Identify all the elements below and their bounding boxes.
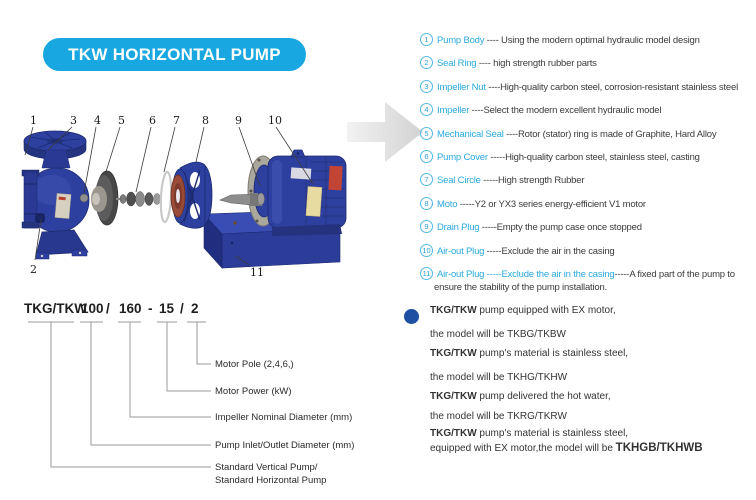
model-code-series: TKG/TKW — [24, 301, 87, 316]
circled-number: 9 — [420, 220, 433, 233]
impeller — [80, 171, 118, 225]
pump-exploded-diagram — [10, 110, 360, 280]
part-description: -----High strength Rubber — [480, 175, 585, 187]
part-name: Seal Ring — [437, 58, 477, 70]
parts-list-item — [420, 56, 756, 70]
part-description: ---- Using the modern optimal hydraulic model design — [484, 35, 700, 46]
model-code-inlet-outlet: 100 — [81, 301, 104, 316]
part-description: ----High-quality carbon steel, corrosion-resistant stainless steel — [485, 81, 738, 93]
label-standard-vertical: Standard Vertical Pump/ — [215, 462, 318, 473]
pump-cover — [171, 162, 212, 228]
part-number-3: 3 — [70, 114, 77, 127]
circled-number: 10 — [420, 244, 433, 257]
parts-list-item — [420, 197, 756, 211]
note-line: the model will be TKBG/TKBW — [430, 329, 566, 340]
part-name: Air-out Plug -----Exclude the air in the casing — [437, 268, 615, 280]
part-name: Seal Circle — [437, 175, 481, 187]
parts-list-item — [420, 127, 756, 141]
circled-number: 5 — [420, 127, 433, 140]
part-description: -----Empty the pump case once stopped — [479, 222, 642, 234]
pump-body — [22, 131, 89, 259]
page-title: TKW HORIZONTAL PUMP — [68, 45, 281, 64]
part-number-7: 7 — [173, 114, 180, 127]
bold-model-code: TKHGB/TKHWB — [615, 442, 703, 454]
part-number-5: 5 — [118, 114, 125, 127]
part-description: -----Y2 or YX3 series energy-efficient V1 motor — [457, 198, 646, 210]
circled-number: 3 — [420, 80, 433, 93]
note-line: the model will be TKHG/TKHW — [430, 372, 568, 383]
part-description: -----A fixed part of the pump to ensure the stability of the pump installation. — [434, 268, 735, 293]
note-line: TKG/TKW pump delivered the hot water, — [430, 391, 611, 402]
parts-list-item — [420, 173, 756, 187]
flow-arrow-icon — [345, 98, 425, 168]
model-variant-notes — [404, 304, 756, 455]
note-line: TKG/TKW pump's material is stainless steel, — [430, 428, 629, 439]
circled-number: 11 — [420, 267, 433, 280]
part-number-11: 11 — [250, 266, 264, 279]
part-name: Mechanical Seal — [437, 128, 504, 140]
part-description: -----Exclude the air in the casing — [484, 245, 615, 257]
model-code-labels — [215, 359, 354, 486]
parts-list-item — [420, 220, 756, 234]
model-code-dash: - — [148, 301, 153, 316]
parts-list-item — [420, 33, 756, 47]
seal-circle — [160, 172, 173, 222]
title-banner — [43, 38, 306, 71]
part-number-10: 10 — [268, 114, 282, 127]
part-name: Drain Plug — [437, 222, 480, 234]
part-number-8: 8 — [202, 114, 209, 127]
part-description: ----Select the modern excellent hydraulic model — [469, 105, 662, 117]
note-line: TKG/TKW pump's material is stainless steel, — [430, 348, 629, 359]
model-code-motor-power: 15 — [159, 301, 175, 316]
circled-number: 8 — [420, 197, 433, 210]
part-name: Air-out Plug — [437, 245, 485, 257]
model-code-slash-2: / — [180, 301, 184, 316]
part-number-9: 9 — [235, 114, 242, 127]
label-impeller-diameter: Impeller Nominal Diameter (mm) — [215, 412, 353, 423]
model-code-segments — [24, 301, 199, 316]
part-description: ----Rotor (stator) ring is made of Graphite, Hard Alloy — [503, 128, 717, 140]
note-lines — [430, 304, 756, 455]
part-name: Pump Body — [437, 35, 485, 46]
note-line: TKG/TKW pump equipped with EX motor, — [430, 305, 616, 316]
label-motor-pole: Motor Pole (2,4,6,) — [215, 359, 294, 370]
part-description: ---- high strength rubber parts — [476, 58, 597, 70]
label-standard-horizontal: Standard Horizontal Pump — [215, 475, 327, 486]
part-description: -----High-quality carbon steel, stainless steel, casting — [487, 151, 700, 163]
label-motor-power: Motor Power (kW) — [215, 386, 292, 397]
part-name: Impeller — [437, 105, 470, 117]
bullet-icon — [404, 309, 419, 324]
model-code-motor-pole: 2 — [191, 301, 199, 316]
circled-number: 6 — [420, 150, 433, 163]
part-name: Pump Cover — [437, 151, 488, 163]
parts-list — [420, 33, 756, 294]
model-code-lines — [28, 322, 211, 467]
model-code-slash-1: / — [106, 301, 110, 316]
note-line: equipped with EX motor,the model will be TKHGB/TKHWB — [430, 442, 703, 454]
part-name: Moto — [437, 198, 458, 210]
part-name: Impeller Nut — [437, 81, 486, 93]
part-number-1: 1 — [30, 114, 37, 127]
circled-number: 2 — [420, 56, 433, 69]
mechanical-seal-parts — [116, 192, 161, 207]
model-code-impeller-diameter: 160 — [119, 301, 142, 316]
part-number-4: 4 — [94, 114, 101, 127]
parts-list-item — [420, 244, 756, 258]
part-number-6: 6 — [149, 114, 156, 127]
label-inlet-outlet: Pump Inlet/Outlet Diameter (mm) — [215, 440, 355, 451]
circled-number: 1 — [420, 33, 433, 46]
circled-number: 4 — [420, 103, 433, 116]
part-number-2: 2 — [30, 263, 37, 276]
parts-list-item — [420, 103, 756, 117]
parts-list-item — [420, 267, 756, 294]
parts-list-item — [420, 80, 756, 94]
model-code-diagram — [20, 295, 380, 495]
parts-list-item — [420, 150, 756, 164]
note-line: the model will be TKRG/TKRW — [430, 411, 567, 422]
circled-number: 7 — [420, 173, 433, 186]
